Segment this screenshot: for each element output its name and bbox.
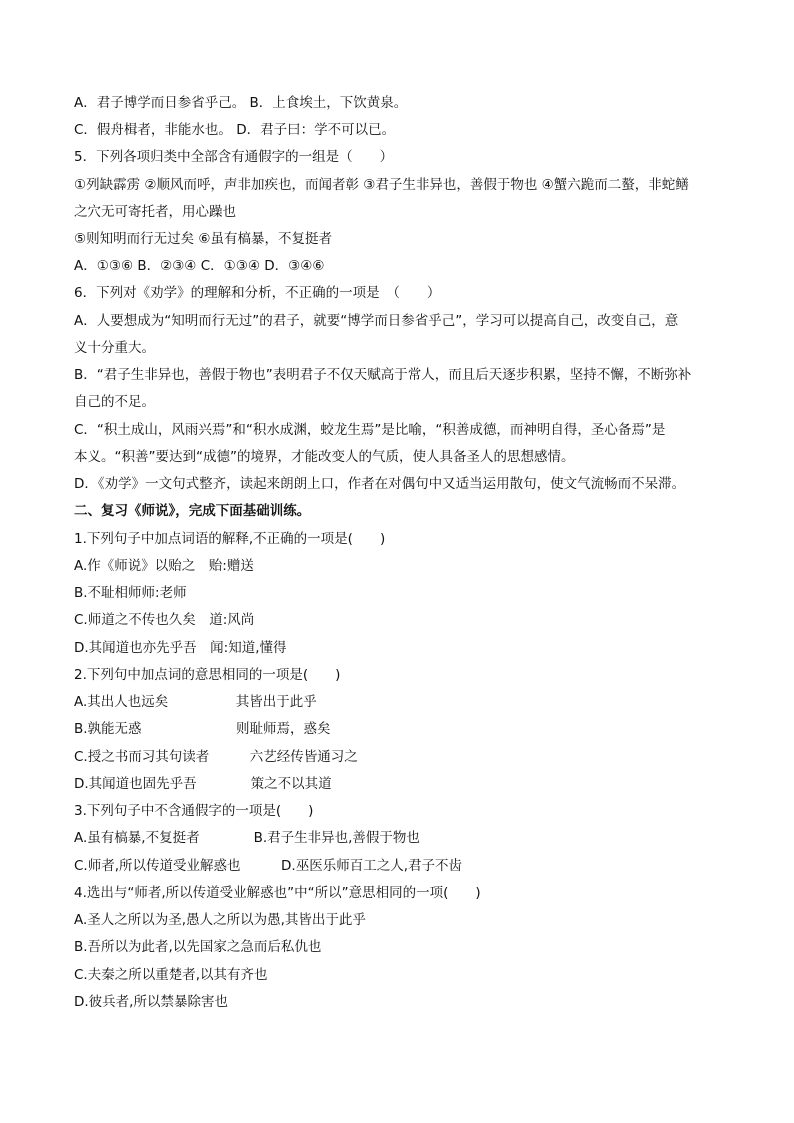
shishuo-q3-options-cd: C.师者,所以传道受业解惑也 D.巫医乐师百工之人,君子不齿 bbox=[74, 858, 462, 874]
shishuo-q2-option-a: A.其出人也远矣 其皆出于此乎 bbox=[74, 694, 317, 710]
question-6-option-b-line-2: 自己的不足。 bbox=[74, 394, 155, 410]
shishuo-q4-option-c: C.夫秦之所以重楚者,以其有齐也 bbox=[74, 967, 268, 983]
question-5-stem: 5．下列各项归类中全部含有通假字的一组是（ ） bbox=[74, 149, 394, 165]
shishuo-q4-option-d: D.彼兵者,所以禁暴除害也 bbox=[74, 994, 228, 1010]
shishuo-q4-stem: 4.选出与“师者,所以传道受业解惑也”中“所以”意思相同的一项( ) bbox=[74, 885, 481, 901]
question-5-items-line-1: ①列缺霹雳 ②顺风而呼，声非加疾也，而闻者彰 ③君子生非异也，善假于物也 ④蟹六跪而二螯，非蛇鳝 bbox=[74, 177, 689, 193]
question-4-options-ab: A．君子博学而日参省乎己。 B．上食埃土，下饮黄泉。 bbox=[74, 95, 408, 111]
shishuo-q4-option-a: A.圣人之所以为圣,愚人之所以为愚,其皆出于此乎 bbox=[74, 912, 366, 928]
shishuo-q3-stem: 3.下列句子中不含通假字的一项是( ) bbox=[74, 803, 314, 819]
question-6-stem: 6．下列对《劝学》的理解和分析，不正确的一项是 （ ） bbox=[74, 285, 441, 301]
shishuo-q1-option-a: A.作《师说》以贻之 贻:赠送 bbox=[74, 558, 254, 574]
question-5-items-line-2: 之穴无可寄托者，用心躁也 bbox=[74, 204, 236, 220]
question-6-option-d: D．《劝学》一文句式整齐，读起来朗朗上口，作者在对偶句中又适当运用散句，使文气流畅而不呆滞。 bbox=[74, 476, 686, 492]
shishuo-q4-option-b: B.吾所以为此者,以先国家之急而后私仇也 bbox=[74, 939, 322, 955]
shishuo-q1-option-d: D.其闻道也亦先乎吾 闻:知道,懂得 bbox=[74, 640, 287, 656]
question-6-option-c-line-2: 本义。“积善”要达到“成德”的境界，才能改变人的气质，使人具备圣人的思想感情。 bbox=[74, 449, 575, 465]
shishuo-q2-option-c: C.授之书而习其句读者 六艺经传皆通习之 bbox=[74, 749, 358, 765]
shishuo-q1-stem: 1.下列句子中加点词语的解释,不正确的一项是( ) bbox=[74, 531, 386, 547]
question-6-option-b-line-1: B．“君子生非异也，善假于物也”表明君子不仅天赋高于常人，而且后天逐步积累，坚持不懈，不断弥补 bbox=[74, 367, 692, 383]
shishuo-q2-option-b: B.孰能无惑 则耻师焉，惑矣 bbox=[74, 721, 331, 737]
shishuo-q3-options-ab: A.虽有槁暴,不复挺者 B.君子生非异也,善假于物也 bbox=[74, 830, 420, 846]
question-6-option-a-line-2: 义十分重大。 bbox=[74, 340, 155, 356]
shishuo-q1-option-c: C.师道之不传也久矣 道:风尚 bbox=[74, 612, 255, 628]
question-6-option-c-line-1: C．“积土成山，风雨兴焉”和“积水成渊，蛟龙生焉”是比喻，“积善成德，而神明自得，圣心备焉”是 bbox=[74, 422, 666, 438]
question-6-option-a-line-1: A．人要想成为“知明而行无过”的君子，就要“博学而日参省乎己”，学习可以提高自己，改变自己，意 bbox=[74, 313, 679, 329]
question-5-items-line-3: ⑤则知明而行无过矣 ⑥虽有槁暴，不复挺者 bbox=[74, 231, 332, 247]
shishuo-q1-option-b: B.不耻相师师:老师 bbox=[74, 585, 187, 601]
shishuo-q2-option-d: D.其闻道也固先乎吾 策之不以其道 bbox=[74, 776, 332, 792]
section-2-heading: 二、复习《师说》，完成下面基础训练。 bbox=[74, 503, 311, 519]
question-4-options-cd: C．假舟楫者，非能水也。 D．君子曰：学不可以已。 bbox=[74, 122, 396, 138]
question-5-options: A．①③⑥ B．②③④ C．①③④ D．③④⑥ bbox=[74, 258, 325, 274]
shishuo-q2-stem: 2.下列句中加点词的意思相同的一项是( ) bbox=[74, 667, 341, 683]
